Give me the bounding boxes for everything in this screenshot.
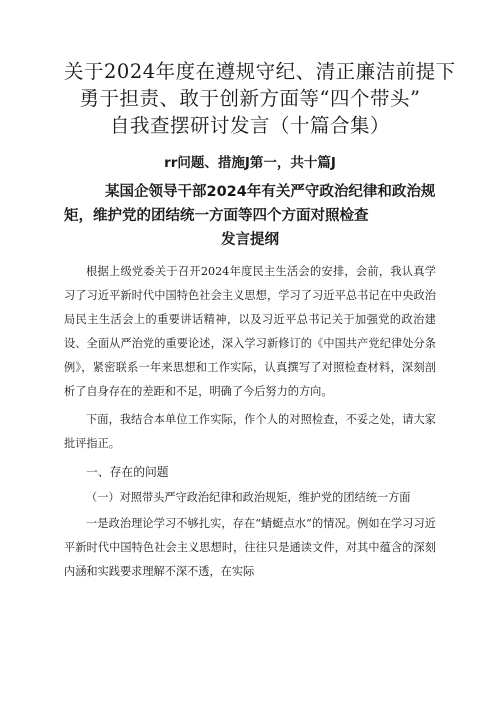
body-paragraph: 一是政治理论学习不够扎实，存在“蜻蜓点水”的情况。例如在学习习近平新时代中国特色社会主义思想时，往往只是通读文件，对其中蕴含的深刻内涵和实践要求理解不深不透，在实际 [64, 517, 436, 578]
section-title-line: 矩，维护党的团结统一方面等四个方面对照检查 [64, 208, 369, 224]
document-body [64, 260, 436, 584]
document-subtitle: rr问题、措施J第一，共十篇J [164, 155, 336, 171]
body-paragraph: 根据上级党委关于召开2024年度民主生活会的安排，会前，我认真学习了习近平新时代中国特色社会主义思想，学习了习近平总书记在中央政治局民主生活会上的重要讲话精神，以及习近平总书记关于加强党的政治建设、全面从严治党的重要论述，深入学习新修订的《中国共产党纪律处分条例》，紧密联系一年来思想和工作实际，认真撰写了对照检查材料，深刻剖析了自身存在的差距和不足，明确了今后努力的方向。 [64, 265, 436, 398]
heading-level-1: 一、存在的问题 [86, 465, 169, 479]
heading-level-2: （一）对照带头严守政治纪律和政治规矩，维护党的团结统一方面 [86, 491, 411, 504]
section-title-line: 发言提纲 [221, 232, 279, 248]
title-line: 关于2024年度在遵规守纪、清正廉洁前提下 [64, 60, 456, 83]
title-line: 勇于担责、敢于创新方面等“四个带头” [79, 87, 421, 110]
title-line: 自我查摆研讨发言（十篇合集） [109, 114, 390, 137]
section-title-line: 某国企领导干部2024年有关严守政治纪律和政治规 [105, 184, 436, 200]
section-title [64, 180, 436, 252]
document-title [64, 58, 456, 139]
body-paragraph: 下面，我结合本单位工作实际，作个人的对照检查，不妥之处，请大家批评指正。 [64, 413, 436, 450]
